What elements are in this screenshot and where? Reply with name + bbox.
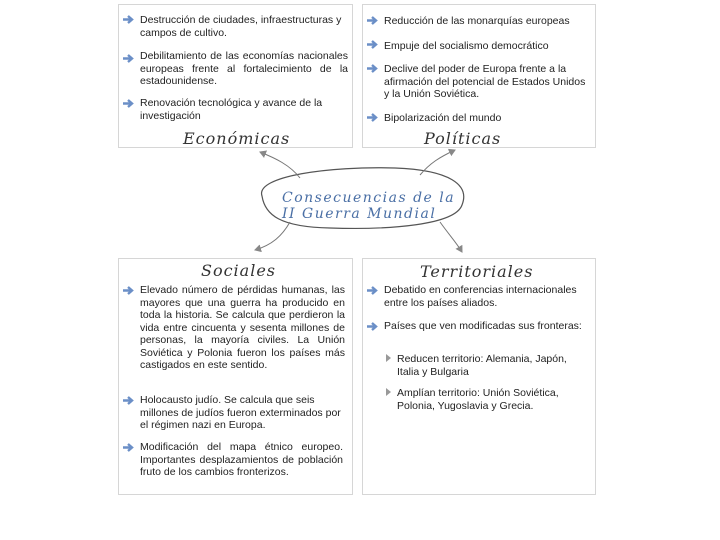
triangle-bullet-icon [386,388,391,396]
politicas-item-1: Reducción de las monarquías europeas [384,15,570,27]
politicas-item-3: Declive del poder de Europa frente a la afirmación del potencial de Estados Unidos y la Unión Soviética. [384,63,586,100]
sociales-item-3: Modificación del mapa étnico europeo. Importantes desplazamientos de población fruto de los cambios fronterizos. [140,441,343,478]
connector-economicas [260,152,300,178]
territoriales-item-2: Países que ven modificadas sus fronteras: [384,320,582,332]
territoriales-title: Territoriales [420,262,534,281]
arrow-icon [366,321,378,331]
territoriales-subitem-1: Reducen territorio: Alemania, Japón, Italia y Bulgaria [397,353,567,378]
arrow-icon [122,53,134,63]
arrow-icon [366,112,378,122]
triangle-bullet-icon [386,354,391,362]
arrow-icon [122,442,134,452]
center-title-line2: II Guerra Mundial [282,206,437,222]
arrow-icon [122,98,134,108]
economicas-item-3: Renovación tecnológica y avance de la investigación [140,97,323,122]
sociales-title: Sociales [201,261,277,280]
economicas-item-2: Debilitamiento de las economías nacionales europeas frente al fortalecimiento de la estadounidense. [140,50,348,87]
arrow-icon [366,39,378,49]
arrow-icon [366,63,378,73]
sociales-item-1: Elevado número de pérdidas humanas, las mayores que una guerra ha producido en toda la historia. Se calcula que perdieron la vida entre cincuenta y sesenta millones de personas, la mayoría civiles. La Unión Soviética y Polonia fueron los países más castigados en este sentido. [140,284,345,371]
center-title-line1: Consecuencias de la [282,190,456,206]
politicas-title: Políticas [424,129,502,148]
sociales-item-2: Holocausto judío. Se calcula que seis millones de judíos fueron exterminados por el régimen nazi en Europa. [140,394,341,431]
center-title [282,190,455,222]
arrow-icon [366,15,378,25]
arrow-icon [122,14,134,24]
connector-sociales [255,222,290,250]
arrow-icon [366,285,378,295]
territoriales-item-1: Debatido en conferencias internacionales entre los países aliados. [384,284,577,309]
economicas-title: Económicas [183,129,291,148]
connector-territoriales [440,222,462,252]
arrow-icon [122,395,134,405]
politicas-item-4: Bipolarización del mundo [384,112,502,124]
arrow-icon [122,285,134,295]
politicas-item-2: Empuje del socialismo democrático [384,40,549,52]
economicas-item-1: Destrucción de ciudades, infraestructuras y campos de cultivo. [140,14,342,39]
territoriales-subitem-2: Amplían territorio: Unión Soviética, Polonia, Yugoslavia y Grecia. [397,387,559,412]
